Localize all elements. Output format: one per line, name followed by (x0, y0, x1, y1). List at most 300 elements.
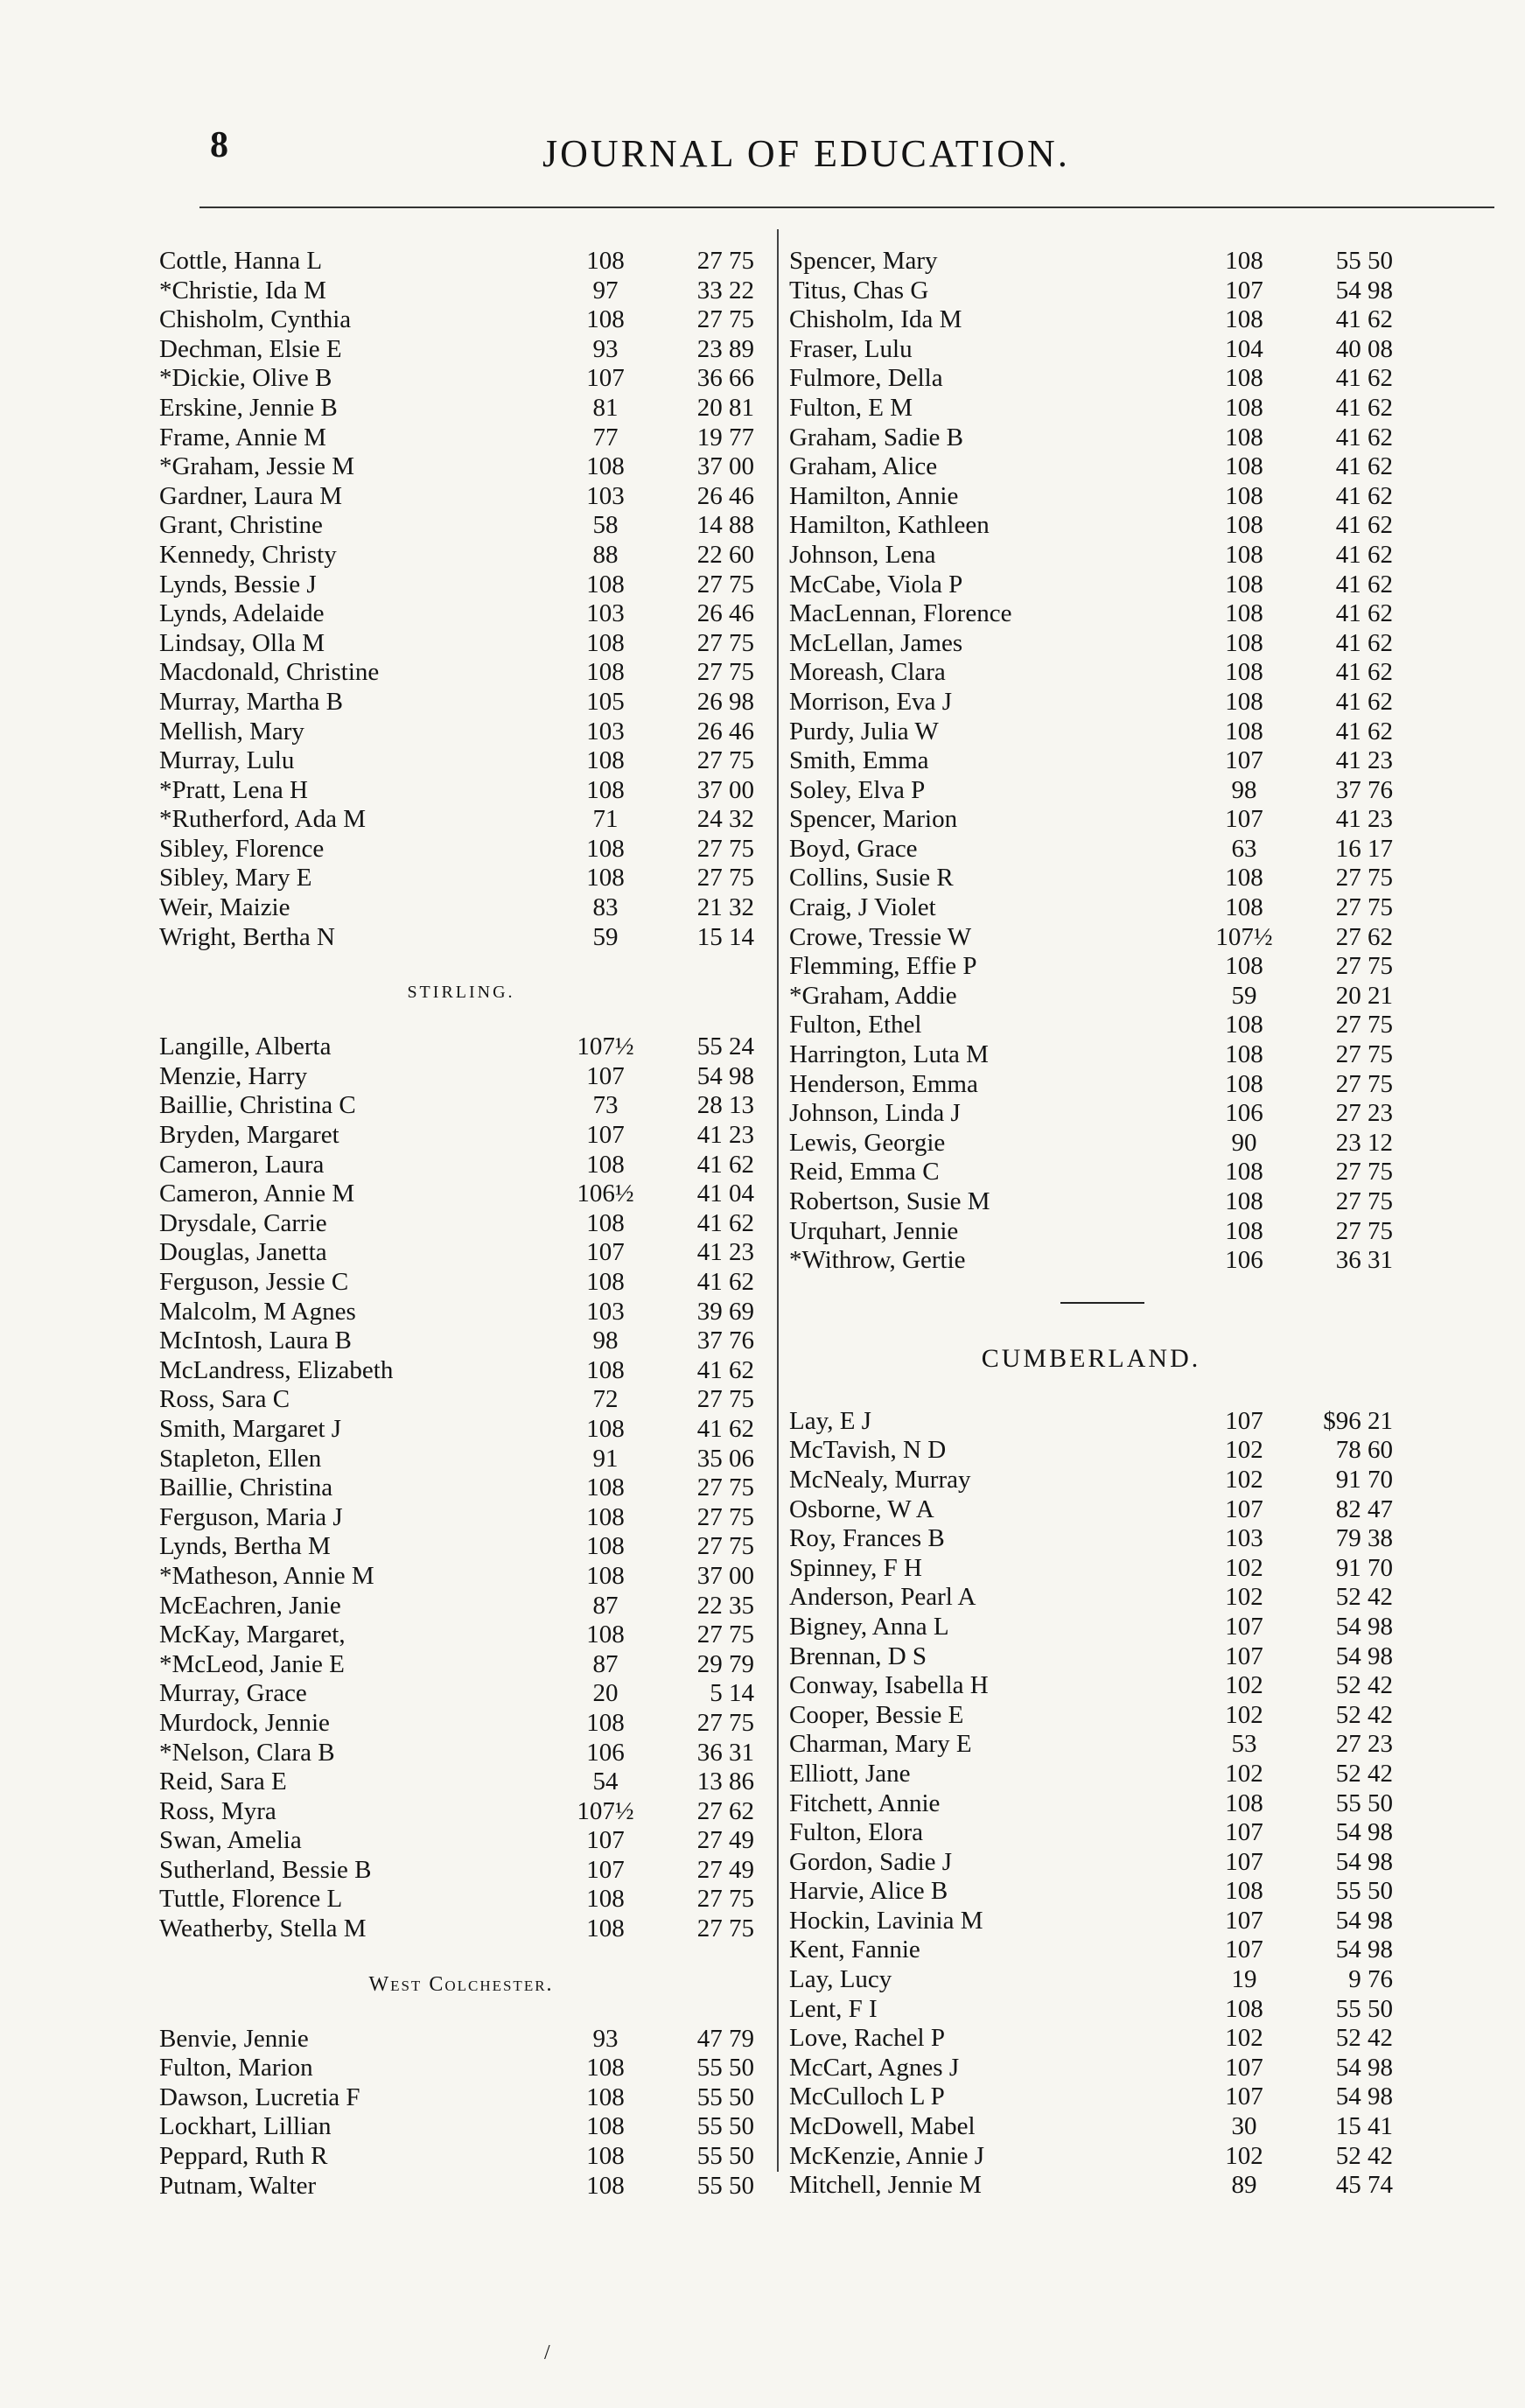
days-taught: 107 (1225, 1847, 1263, 1876)
list-item (789, 1099, 1393, 1129)
list-item (159, 1091, 763, 1121)
days-taught: 108 (586, 1150, 625, 1179)
teacher-name: Sibley, Mary E (159, 864, 312, 892)
days-taught: 54 (592, 1768, 619, 1796)
days-taught: 59 (1231, 981, 1257, 1010)
list-item (159, 776, 763, 806)
grant-amount: 27 75 (696, 1708, 754, 1737)
grant-amount: 26 46 (696, 717, 754, 746)
list-item (789, 1246, 1393, 1276)
teacher-name: McEachren, Janie (159, 1591, 341, 1620)
days-taught: 108 (1225, 247, 1263, 275)
grant-amount: 55 50 (696, 2142, 754, 2171)
teacher-name: Morrison, Eva J (789, 687, 953, 716)
grant-amount: 27 23 (1335, 1730, 1393, 1759)
teacher-name: Graham, Sadie B (789, 423, 963, 452)
days-taught: 106 (586, 1738, 625, 1767)
list-item (159, 305, 763, 335)
days-taught: 103 (586, 481, 625, 510)
days-taught: 108 (1225, 481, 1263, 510)
grant-amount: 27 49 (696, 1855, 754, 1884)
teacher-name: *Nelson, Clara B (159, 1738, 335, 1767)
grant-amount: 47 79 (696, 2024, 754, 2053)
teacher-name: Gardner, Laura M (159, 481, 342, 510)
grant-amount: 55 50 (1335, 247, 1393, 275)
days-taught: 108 (586, 1208, 625, 1237)
grant-amount: 54 98 (1335, 1612, 1393, 1641)
grant-amount: 27 75 (1335, 1216, 1393, 1245)
grant-amount: 82 47 (1335, 1494, 1393, 1523)
list-item (789, 2082, 1393, 2112)
grant-amount: 52 42 (1335, 1759, 1393, 1788)
list-item (789, 746, 1393, 776)
days-taught: 83 (592, 893, 619, 922)
grant-amount: 14 88 (696, 511, 754, 540)
grant-amount: 21 32 (696, 893, 754, 922)
list-item (789, 570, 1393, 600)
grant-amount: 55 50 (696, 2054, 754, 2082)
days-taught: 108 (1225, 1040, 1263, 1069)
page-number: 8 (210, 125, 228, 165)
teacher-name: Lindsay, Olla M (159, 628, 325, 657)
list-item (159, 835, 763, 864)
days-taught: 107 (1225, 276, 1263, 304)
list-item (789, 247, 1393, 276)
grant-amount: 41 62 (696, 1414, 754, 1443)
days-taught: 108 (586, 1502, 625, 1531)
days-taught: 107 (1225, 1642, 1263, 1670)
list-item (159, 394, 763, 424)
list-item (789, 1583, 1393, 1613)
list-item (789, 511, 1393, 541)
teacher-name: Conway, Isabella H (789, 1671, 989, 1700)
list-item (789, 305, 1393, 335)
grant-amount: 27 75 (1335, 1158, 1393, 1186)
days-taught: 107 (586, 364, 625, 393)
teacher-name: Ross, Sara C (159, 1385, 290, 1414)
header-rule (199, 206, 1494, 208)
list-item (789, 718, 1393, 747)
list-item (789, 1407, 1393, 1437)
days-taught: 102 (1225, 1553, 1263, 1582)
grant-amount: 41 62 (1335, 599, 1393, 628)
days-taught: 104 (1225, 334, 1263, 363)
days-taught: 107 (586, 1061, 625, 1090)
days-taught: 107 (1225, 1406, 1263, 1435)
grant-amount: 27 75 (1335, 1069, 1393, 1098)
grant-amount: 45 74 (1335, 2171, 1393, 2200)
teacher-name: Dechman, Elsie E (159, 334, 342, 363)
grant-amount: 78 60 (1335, 1436, 1393, 1465)
days-taught: 108 (1225, 305, 1263, 334)
grant-amount: 54 98 (1335, 2053, 1393, 2082)
list-item (159, 511, 763, 541)
list-item (789, 1613, 1393, 1642)
grant-amount: 19 77 (696, 423, 754, 452)
teacher-name: McIntosh, Laura B (159, 1326, 352, 1355)
days-taught: 90 (1231, 1128, 1257, 1157)
days-taught: 108 (586, 864, 625, 892)
days-taught: 107 (1225, 1936, 1263, 1964)
list-item (159, 746, 763, 776)
list-item (159, 893, 763, 923)
list-item (789, 424, 1393, 453)
grant-amount: 40 08 (1335, 334, 1393, 363)
days-taught: 108 (1225, 511, 1263, 540)
days-taught: 108 (586, 570, 625, 598)
teacher-name: Murray, Lulu (159, 746, 295, 775)
teacher-name: Spencer, Marion (789, 805, 958, 834)
grant-amount: 26 46 (696, 481, 754, 510)
teacher-name: McLandress, Elizabeth (159, 1355, 394, 1384)
right-column (789, 247, 1393, 2201)
teacher-name: Smith, Margaret J (159, 1414, 342, 1443)
list-item (159, 2172, 763, 2202)
grant-amount: 54 98 (696, 1061, 754, 1090)
grant-amount: 27 75 (696, 1385, 754, 1414)
footer-mark: / (544, 2342, 550, 2364)
list-item (159, 1062, 763, 1092)
list-item (159, 1826, 763, 1856)
grant-amount: 33 22 (696, 276, 754, 304)
grant-amount: 41 23 (696, 1238, 754, 1267)
days-taught: 108 (586, 1268, 625, 1296)
days-taught: 89 (1231, 2171, 1257, 2200)
grant-amount: 9 76 (1348, 1965, 1393, 1994)
list-item (159, 805, 763, 835)
grant-amount: 41 62 (696, 1355, 754, 1384)
grant-amount: 29 79 (696, 1649, 754, 1678)
days-taught: 73 (592, 1091, 619, 1120)
grant-amount: 55 50 (696, 2112, 754, 2141)
days-taught: 87 (592, 1649, 619, 1678)
teacher-name: Craig, J Violet (789, 893, 936, 922)
left-column (159, 247, 763, 2201)
grant-amount: 26 46 (696, 599, 754, 628)
teacher-name: Murray, Grace (159, 1679, 307, 1708)
days-taught: 108 (1225, 628, 1263, 657)
teacher-name: Malcolm, M Agnes (159, 1297, 356, 1326)
list-item (159, 452, 763, 482)
days-taught: 108 (586, 2082, 625, 2111)
days-taught: 102 (1225, 1700, 1263, 1729)
grant-amount: 79 38 (1335, 1524, 1393, 1553)
teacher-name: McCulloch L P (789, 2082, 945, 2111)
days-taught: 108 (1225, 1187, 1263, 1215)
teacher-name: Murdock, Jennie (159, 1708, 330, 1737)
list-item (789, 1907, 1393, 1936)
list-item (159, 1739, 763, 1768)
teacher-name: Hockin, Lavinia M (789, 1906, 983, 1935)
list-item (159, 1180, 763, 1209)
section-heading-cumberland: CUMBERLAND. (981, 1343, 1201, 1373)
teacher-name: Gordon, Sadie J (789, 1847, 953, 1876)
grant-amount: 27 75 (696, 570, 754, 598)
days-taught: 108 (1225, 393, 1263, 422)
grant-amount: 27 75 (696, 1620, 754, 1649)
teacher-name: Cooper, Bessie E (789, 1700, 964, 1729)
list-item (159, 1709, 763, 1739)
list-item (789, 2171, 1393, 2201)
days-taught: 63 (1231, 834, 1257, 863)
grant-amount: 27 75 (1335, 1040, 1393, 1069)
list-item (789, 1040, 1393, 1070)
teacher-name: McCart, Agnes J (789, 2053, 960, 2082)
teacher-name: Sibley, Florence (159, 834, 325, 863)
days-taught: 108 (586, 834, 625, 863)
teacher-name: Lay, Lucy (789, 1965, 892, 1994)
list-item (789, 2112, 1393, 2142)
teacher-name: Graham, Alice (789, 452, 938, 481)
days-taught: 108 (586, 658, 625, 687)
teacher-name: Fulton, E M (789, 393, 913, 422)
list-item (789, 688, 1393, 718)
teacher-name: Urquhart, Jennie (789, 1216, 959, 1245)
grant-amount: 27 75 (696, 247, 754, 275)
list-item (789, 893, 1393, 923)
teacher-name: Spinney, F H (789, 1553, 922, 1582)
teacher-name: Cameron, Annie M (159, 1180, 355, 1208)
teacher-name: Weir, Maizie (159, 893, 290, 922)
days-taught: 108 (1225, 864, 1263, 892)
days-taught: 93 (592, 2024, 619, 2053)
grant-amount: 36 66 (696, 364, 754, 393)
teacher-name: Lent, F I (789, 1994, 878, 2023)
grant-amount: 27 75 (696, 1885, 754, 1914)
days-taught: 108 (1225, 658, 1263, 687)
grant-amount: 27 75 (696, 834, 754, 863)
left-list-top (159, 247, 763, 952)
list-item (789, 1701, 1393, 1731)
teacher-name: Drysdale, Carrie (159, 1208, 327, 1237)
grant-amount: 41 62 (1335, 305, 1393, 334)
teacher-name: Fulton, Elora (789, 1818, 924, 1847)
teacher-name: Harvie, Alice B (789, 1877, 948, 1906)
grant-amount: $96 21 (1323, 1406, 1393, 1435)
teacher-name: Titus, Chas G (789, 276, 929, 304)
teacher-name: Brennan, D S (789, 1642, 927, 1670)
list-item (789, 835, 1393, 864)
list-item (159, 1885, 763, 1914)
grant-amount: 20 21 (1335, 981, 1393, 1010)
days-taught: 108 (1225, 452, 1263, 481)
teacher-name: Peppard, Ruth R (159, 2142, 328, 2171)
grant-amount: 23 89 (696, 334, 754, 363)
list-item (159, 1209, 763, 1239)
days-taught: 59 (592, 922, 619, 951)
days-taught: 108 (1225, 687, 1263, 716)
days-taught: 108 (586, 1620, 625, 1649)
days-taught: 108 (1225, 717, 1263, 746)
grant-amount: 27 75 (1335, 1187, 1393, 1215)
days-taught: 108 (1225, 1011, 1263, 1040)
list-item (159, 1620, 763, 1650)
grant-amount: 37 00 (696, 1561, 754, 1590)
grant-amount: 27 75 (696, 658, 754, 687)
grant-amount: 27 62 (1335, 922, 1393, 951)
teacher-name: Smith, Emma (789, 746, 929, 775)
list-item (159, 364, 763, 394)
list-item (789, 2054, 1393, 2083)
teacher-name: *Dickie, Olive B (159, 364, 332, 393)
days-taught: 107 (1225, 1818, 1263, 1847)
grant-amount: 54 98 (1335, 2082, 1393, 2111)
teacher-name: Robertson, Susie M (789, 1187, 990, 1215)
list-item (159, 424, 763, 453)
days-taught: 106 (1225, 1246, 1263, 1275)
teacher-name: *Rutherford, Ada M (159, 805, 366, 834)
days-taught: 108 (1225, 1994, 1263, 2023)
grant-amount: 41 23 (1335, 746, 1393, 775)
teacher-name: Lewis, Georgie (789, 1128, 946, 1157)
teacher-name: *Matheson, Annie M (159, 1561, 374, 1590)
teacher-name: McNealy, Murray (789, 1465, 971, 1494)
teacher-name: Bryden, Margaret (159, 1121, 339, 1150)
list-item (789, 1877, 1393, 1907)
teacher-name: Murray, Martha B (159, 687, 343, 716)
days-taught: 108 (586, 1885, 625, 1914)
grant-amount: 37 76 (696, 1326, 754, 1355)
teacher-name: Lynds, Bessie J (159, 570, 317, 598)
list-item (789, 1818, 1393, 1848)
days-taught: 87 (592, 1591, 619, 1620)
teacher-name: Weatherby, Stella M (159, 1914, 367, 1943)
teacher-name: Tuttle, Florence L (159, 1885, 343, 1914)
teacher-name: Anderson, Pearl A (789, 1583, 976, 1612)
teacher-name: Menzie, Harry (159, 1061, 308, 1090)
grant-amount: 41 62 (1335, 481, 1393, 510)
teacher-name: Fulton, Marion (159, 2054, 313, 2082)
days-taught: 58 (592, 511, 619, 540)
grant-amount: 55 24 (696, 1032, 754, 1061)
grant-amount: 54 98 (1335, 1936, 1393, 1964)
teacher-name: McTavish, N D (789, 1436, 947, 1465)
list-item (789, 1524, 1393, 1554)
teacher-name: Baillie, Christina (159, 1474, 333, 1502)
list-item (159, 541, 763, 570)
list-item (159, 2054, 763, 2083)
days-taught: 107 (586, 1855, 625, 1884)
grant-amount: 41 62 (1335, 570, 1393, 598)
teacher-name: Langille, Alberta (159, 1032, 332, 1061)
days-taught: 107 (1225, 805, 1263, 834)
grant-amount: 22 35 (696, 1591, 754, 1620)
list-item (159, 864, 763, 893)
grant-amount: 26 98 (696, 687, 754, 716)
teacher-name: Collins, Susie R (789, 864, 954, 892)
teacher-name: *Withrow, Gertie (789, 1246, 966, 1275)
short-divider-rule (789, 1276, 1393, 1311)
right-list-top (789, 247, 1393, 1276)
list-item (789, 364, 1393, 394)
days-taught: 107 (1225, 1612, 1263, 1641)
grant-amount: 55 50 (1335, 1788, 1393, 1817)
days-taught: 53 (1231, 1730, 1257, 1759)
days-taught: 108 (586, 2171, 625, 2200)
teacher-name: Cottle, Hanna L (159, 247, 323, 275)
days-taught: 88 (592, 540, 619, 569)
list-item (789, 1217, 1393, 1247)
days-taught: 108 (1225, 1216, 1263, 1245)
grant-amount: 27 75 (696, 305, 754, 334)
list-item (789, 1129, 1393, 1158)
grant-amount: 23 12 (1335, 1128, 1393, 1157)
teacher-name: Sutherland, Bessie B (159, 1855, 372, 1884)
days-taught: 107½ (577, 1796, 634, 1825)
days-taught: 108 (1225, 364, 1263, 393)
list-item (789, 1730, 1393, 1760)
days-taught: 107 (1225, 2082, 1263, 2111)
days-taught: 108 (1225, 423, 1263, 452)
teacher-name: Macdonald, Christine (159, 658, 380, 687)
teacher-name: Grant, Christine (159, 511, 323, 540)
days-taught: 71 (592, 805, 619, 834)
teacher-name: Soley, Elva P (789, 775, 926, 804)
grant-amount: 41 62 (1335, 511, 1393, 540)
teacher-name: Charman, Mary E (789, 1730, 972, 1759)
teacher-name: Putnam, Walter (159, 2171, 317, 2200)
grant-amount: 41 62 (1335, 717, 1393, 746)
days-taught: 107 (586, 1238, 625, 1267)
teacher-name: Elliott, Jane (789, 1759, 911, 1788)
list-item (159, 1856, 763, 1886)
teacher-name: Boyd, Grace (789, 834, 918, 863)
teacher-name: Baillie, Christina C (159, 1091, 356, 1120)
list-item (159, 599, 763, 629)
days-taught: 105 (586, 687, 625, 716)
days-taught: 30 (1231, 2112, 1257, 2141)
list-item (789, 452, 1393, 482)
grant-amount: 91 70 (1335, 1465, 1393, 1494)
grant-amount: 27 75 (696, 864, 754, 892)
days-taught: 108 (586, 1414, 625, 1443)
grant-amount: 52 42 (1335, 1671, 1393, 1700)
days-taught: 91 (592, 1444, 619, 1473)
list-item (789, 1495, 1393, 1525)
grant-amount: 27 62 (696, 1796, 754, 1825)
grant-amount: 27 75 (696, 628, 754, 657)
grant-amount: 41 62 (1335, 540, 1393, 569)
days-taught: 108 (1225, 599, 1263, 628)
list-item (159, 688, 763, 718)
list-item (789, 982, 1393, 1012)
grant-amount: 39 69 (696, 1297, 754, 1326)
days-taught: 108 (586, 1914, 625, 1943)
grant-amount: 54 98 (1335, 1906, 1393, 1935)
grant-amount: 27 75 (696, 746, 754, 775)
list-item (159, 1679, 763, 1709)
grant-amount: 27 75 (1335, 864, 1393, 892)
teacher-name: Love, Rachel P (789, 2024, 945, 2053)
teacher-name: *McLeod, Janie E (159, 1649, 345, 1678)
days-taught: 106½ (577, 1180, 634, 1208)
list-item (159, 2112, 763, 2142)
days-taught: 97 (592, 276, 619, 304)
grant-amount: 13 86 (696, 1768, 754, 1796)
list-item (789, 952, 1393, 982)
days-taught: 107 (586, 1121, 625, 1150)
days-taught: 108 (1225, 893, 1263, 922)
grant-amount: 27 75 (696, 1914, 754, 1943)
days-taught: 107½ (1215, 922, 1273, 951)
teacher-name: *Christie, Ida M (159, 276, 326, 304)
list-item (789, 2024, 1393, 2054)
days-taught: 102 (1225, 1436, 1263, 1465)
days-taught: 108 (586, 1561, 625, 1590)
teacher-name: Johnson, Linda J (789, 1099, 961, 1128)
grant-amount: 22 60 (696, 540, 754, 569)
days-taught: 103 (586, 1297, 625, 1326)
